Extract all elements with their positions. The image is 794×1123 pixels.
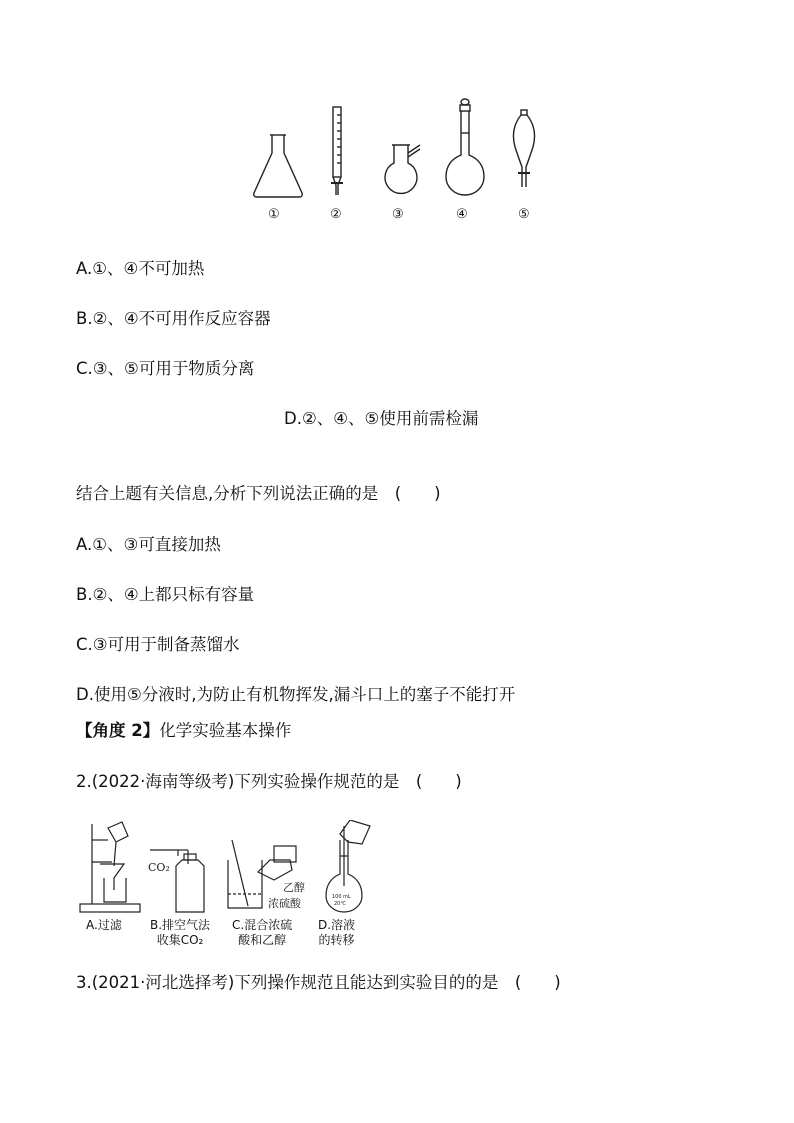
q2-stem: 结合上题有关信息,分析下列说法正确的是 ( ): [76, 484, 441, 503]
glassware-figure: [240, 95, 550, 210]
q1-option-a: A.①、④不可加热: [76, 259, 205, 278]
section-tag: 【角度 2】: [76, 721, 160, 740]
caption-d: D.溶液 的转移: [318, 918, 356, 947]
q2-option-c: C.③可用于制备蒸馏水: [76, 635, 240, 654]
q1-option-d: D.②、④、⑤使用前需检漏: [284, 409, 479, 428]
lab-operations-figure: [78, 820, 398, 918]
burette-icon: [331, 107, 343, 195]
co2-label: CO₂: [148, 861, 170, 874]
caption-c: C.混合浓硫 酸和乙醇: [232, 918, 293, 947]
volumetric-flask-icon: [446, 99, 484, 195]
question2-stem: 2.(2022·海南等级考)下列实验操作规范的是 ( ): [76, 772, 462, 791]
question3-stem: 3.(2021·河北选择考)下列操作规范且能达到实验目的的是 ( ): [76, 973, 561, 992]
gas-collection-bottle-icon: [150, 850, 204, 912]
figure-label-3: ③: [392, 207, 404, 222]
q1-option-b: B.②、④不可用作反应容器: [76, 309, 271, 328]
q2-option-d: D.使用⑤分液时,为防止有机物挥发,漏斗口上的塞子不能打开: [76, 685, 516, 704]
caption-a: A.过滤: [86, 918, 122, 932]
q2-option-b: B.②、④上都只标有容量: [76, 585, 255, 604]
caption-b: B.排空气法 收集CO₂: [150, 918, 211, 947]
section-heading: [76, 720, 291, 742]
filtration-setup-icon: [80, 822, 140, 912]
conical-flask-icon: [254, 135, 302, 197]
separatory-funnel-icon: [513, 110, 534, 187]
flask-temperature-mark: 20℃: [334, 901, 346, 907]
acid-label: 浓硫酸: [268, 897, 301, 910]
figure-label-2: ②: [330, 207, 342, 222]
figure-label-1: ①: [268, 207, 280, 222]
flask-volume-mark: 100 mL: [332, 894, 351, 900]
figure-label-5: ⑤: [518, 207, 530, 222]
q1-option-c: C.③、⑤可用于物质分离: [76, 359, 255, 378]
q2-option-a: A.①、③可直接加热: [76, 535, 221, 554]
ethanol-label: 乙醇: [283, 881, 305, 894]
distilling-flask-icon: [385, 145, 420, 193]
figure-label-4: ④: [456, 207, 468, 222]
section-title: 化学实验基本操作: [159, 721, 292, 740]
